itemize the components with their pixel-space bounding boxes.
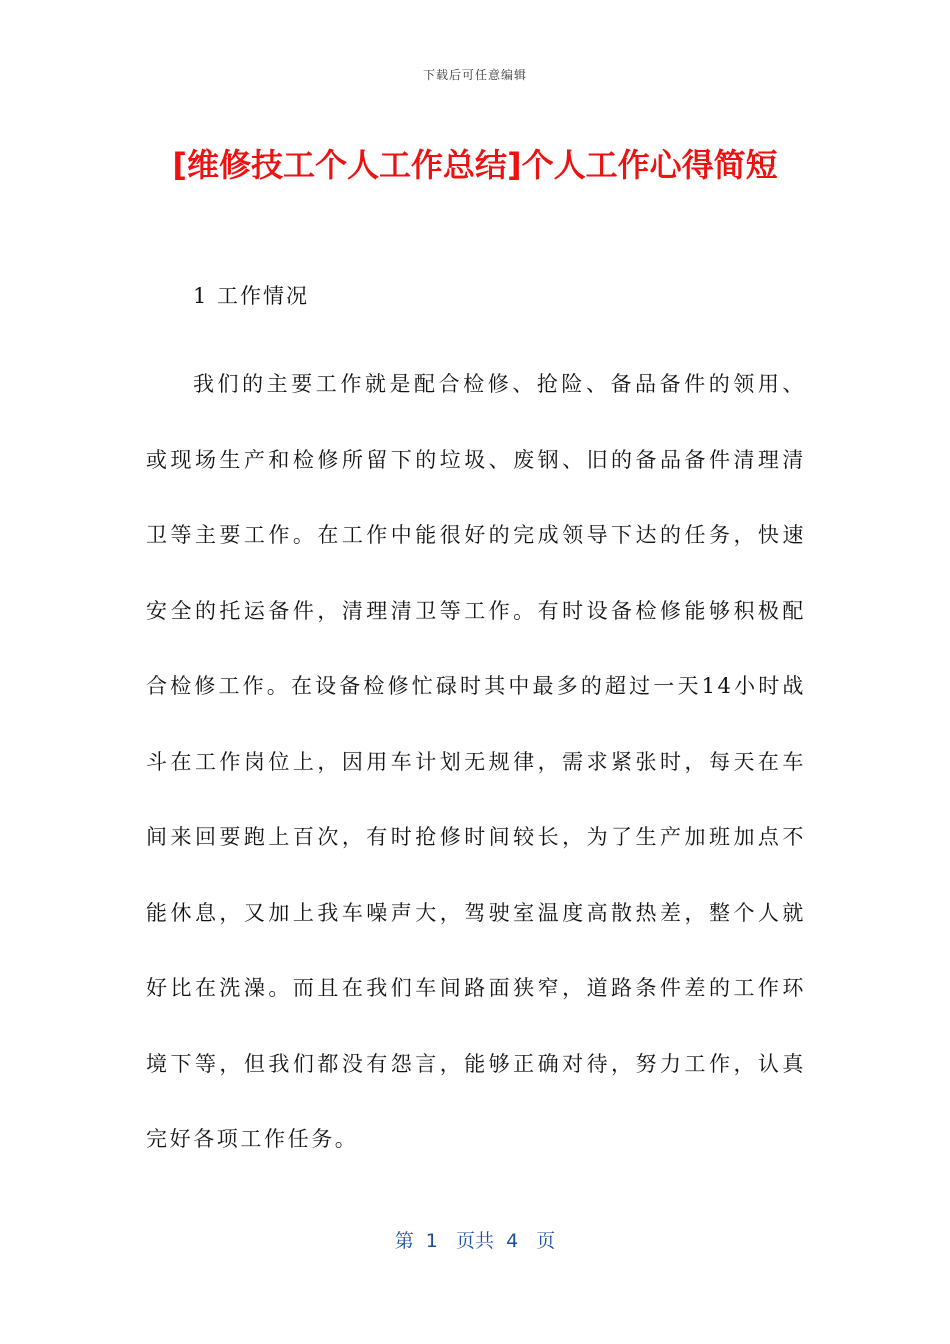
section-heading: 1 工作情况	[193, 284, 310, 308]
body-paragraph: 我们的主要工作就是配合检修、抢险、备品备件的领用、或现场生产和检修所留下的垃圾、废钢、旧的备品备件清理清卫等主要工作。在工作中能很好的完成领导下达的任务，快速安全的托运备件，清理清卫等工作。有时设备检修能够积极配合检修工作。在设备检修忙碌时其中最多的超过一天14小时战斗在工作岗位上，因用车计划无规律，需求紧张时，每天在车间来回要跑上百次，有时抢修时间较长，为了生产加班加点不能休息，又加上我车噪声大，驾驶室温度高散热差，整个人就好比在洗澡。而且在我们车间路面狭窄，道路条件差的工作环境下等，但我们都没有怨言，能够正确对待，努力工作，认真完好各项工作任务。	[146, 372, 806, 1151]
page-number-footer: 第 1 页共 4 页	[394, 1230, 556, 1252]
document-title: [维修技工个人工作总结]个人工作心得简短	[172, 146, 778, 184]
page-header-note: 下载后可任意编辑	[422, 68, 527, 82]
